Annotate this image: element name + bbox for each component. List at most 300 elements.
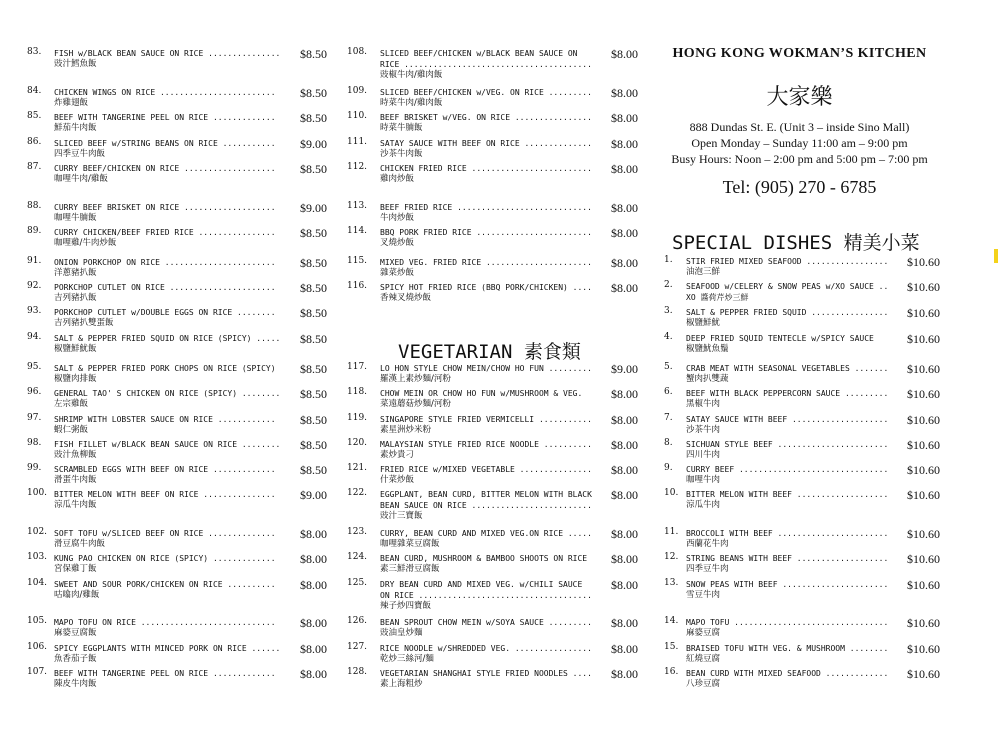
item-name-chinese: 吉列豬扒雙蛋飯 (54, 318, 114, 328)
item-number: 108. (347, 47, 368, 57)
item-price: $8.50 (300, 111, 327, 125)
item-number: 8. (664, 438, 673, 448)
item-name-english: MIXED VEG. FRIED RICE ...................... (380, 258, 592, 267)
item-price: $10.60 (907, 255, 940, 269)
item-name-english: STIR FRIED MIXED SEAFOOD ................. (686, 257, 889, 266)
item-number: 121. (347, 463, 368, 473)
item-price: $10.60 (907, 642, 940, 656)
item-description (686, 489, 908, 511)
item-price: $8.00 (611, 463, 638, 477)
item-number: 84. (27, 86, 42, 96)
item-name-english: SNOW PEAS WITH BEEF ...................... (686, 580, 889, 589)
item-number: 125. (347, 578, 368, 588)
item-description (686, 464, 908, 486)
item-description (380, 48, 630, 81)
item-name-chinese: 雪豆牛肉 (686, 590, 721, 600)
item-price: $10.60 (907, 306, 940, 320)
item-name-english: EGGPLANT, BEAN CURD, BITTER MELON WITH BLACK BEAN SAUCE ON RICE ......................... (380, 490, 592, 510)
item-price: $10.60 (907, 616, 940, 630)
item-name-chinese: 豉椒牛肉/雞肉飯 (380, 70, 443, 80)
item-name-english: CURRY, BEAN CURD AND MIXED VEG.ON RICE ..... (380, 529, 592, 538)
item-price: $8.00 (611, 256, 638, 270)
item-name-english: BROCCOLI WITH BEEF ....................... (686, 529, 889, 538)
item-price: $8.00 (611, 162, 638, 176)
item-number: 13. (664, 578, 679, 588)
item-price: $8.50 (300, 387, 327, 401)
item-number: 5. (664, 362, 673, 372)
scroll-marker (994, 249, 998, 263)
item-number: 87. (27, 162, 42, 172)
item-number: 118. (347, 387, 368, 397)
item-price: $8.00 (611, 616, 638, 630)
busy-hours: Busy Hours: Noon – 2:00 pm and 5:00 pm – 7:00 pm (671, 152, 928, 166)
item-description (686, 668, 908, 690)
item-name-english: SPICY HOT FRIED RICE (BBQ PORK/CHICKEN) .... (380, 283, 592, 292)
item-number: 1. (664, 255, 673, 265)
item-name-chinese: 素上海粗炒 (380, 679, 423, 689)
item-description (380, 138, 630, 160)
item-description (380, 87, 630, 109)
item-name-chinese: 沙茶牛肉飯 (380, 149, 423, 159)
item-price: $8.00 (611, 281, 638, 295)
item-name-english: BEAN SPROUT CHOW MEIN w/SOYA SAUCE ......... (380, 618, 592, 627)
item-number: 14. (664, 616, 679, 626)
item-description (54, 439, 286, 461)
item-price: $8.50 (300, 47, 327, 61)
item-name-chinese: 蟹肉扒雙蔬 (686, 374, 729, 384)
item-number: 127. (347, 642, 368, 652)
item-name-chinese: 咖哩牛肉 (686, 475, 721, 485)
item-price: $8.50 (300, 162, 327, 176)
item-name-chinese: 蝦仁粥飯 (54, 425, 89, 435)
item-name-english: KUNG PAO CHICKEN ON RICE (SPICY) ............. (54, 554, 276, 563)
item-name-english: SINGAPORE STYLE FRIED VERMICELLI ........... (380, 415, 592, 424)
item-number: 10. (664, 488, 679, 498)
item-name-chinese: 椒鹽鮮魷飯 (54, 344, 97, 354)
item-description (54, 48, 286, 70)
item-name-english: BEEF WITH TANGERINE PEEL ON RICE ............. (54, 669, 276, 678)
item-name-chinese: 涼瓜牛肉飯 (54, 500, 97, 510)
item-description (686, 256, 908, 278)
item-number: 100. (27, 488, 48, 498)
item-description (380, 579, 630, 612)
item-name-chinese: 炸雞翅飯 (54, 98, 89, 108)
item-number: 93. (27, 306, 42, 316)
item-description (54, 464, 286, 486)
item-description (686, 414, 908, 436)
item-number: 116. (347, 281, 368, 291)
item-name-english: FISH w/BLACK BEAN SAUCE ON RICE ............... (54, 49, 281, 58)
item-name-english: CURRY BEEF ............................... (686, 465, 889, 474)
item-number: 91. (27, 256, 42, 266)
item-number: 122. (347, 488, 368, 498)
item-price: $8.50 (300, 413, 327, 427)
item-price: $8.00 (300, 616, 327, 630)
item-price: $8.50 (300, 281, 327, 295)
vegetarian-section-title: VEGETARIAN 素食類 (398, 341, 581, 363)
item-name-english: BEAN CURD, MUSHROOM & BAMBOO SHOOTS ON RICE (380, 554, 588, 563)
item-price: $8.00 (611, 226, 638, 240)
item-description (686, 528, 908, 550)
item-description (380, 553, 630, 575)
item-name-chinese: 什菜炒飯 (380, 475, 415, 485)
item-description (686, 617, 908, 639)
item-number: 106. (27, 642, 48, 652)
item-name-english: SALT & PEPPER FRIED PORK CHOPS ON RICE (SPICY) (54, 364, 276, 373)
item-name-chinese: 沙茶牛肉 (686, 425, 721, 435)
item-description (54, 138, 286, 160)
item-description (380, 257, 630, 279)
item-price: $9.00 (300, 201, 327, 215)
item-name-english: PORKCHOP CUTLET ON RICE ...................... (54, 283, 276, 292)
item-description (380, 439, 630, 461)
item-name-chinese: 椒鹽肉排飯 (54, 374, 97, 384)
item-name-chinese: 滑豆腐牛肉飯 (54, 539, 106, 549)
item-description (686, 281, 908, 303)
item-price: $10.60 (907, 362, 940, 376)
item-name-english: BITTER MELON WITH BEEF ON RICE ............... (54, 490, 276, 499)
item-number: 113. (347, 201, 368, 211)
item-price: $10.60 (907, 463, 940, 477)
item-number: 3. (664, 306, 673, 316)
item-name-chinese: 辣子炒四寶飯 (380, 601, 432, 611)
item-name-english: SOFT TOFU w/SLICED BEEF ON RICE .............. (54, 529, 276, 538)
item-price: $8.50 (300, 86, 327, 100)
item-number: 11. (664, 527, 679, 537)
item-description (54, 553, 286, 575)
address: 888 Dundas St. E. (Unit 3 – inside Sino Mall) (689, 120, 910, 134)
item-name-english: BEEF FRIED RICE ............................ (380, 203, 592, 212)
item-number: 102. (27, 527, 48, 537)
item-name-chinese: 麻婆豆腐飯 (54, 628, 97, 638)
item-description (380, 528, 630, 550)
item-name-english: CURRY CHICKEN/BEEF FRIED RICE ................ (54, 228, 276, 237)
item-description (54, 528, 286, 550)
item-name-chinese: 咖哩雞/牛肉炒飯 (54, 238, 117, 248)
item-price: $8.00 (611, 578, 638, 592)
item-description (54, 489, 286, 511)
item-name-chinese: 咖哩牛腩飯 (54, 213, 97, 223)
item-number: 110. (347, 111, 368, 121)
item-name-english: SCRAMBLED EGGS WITH BEEF ON RICE ............. (54, 465, 276, 474)
item-description (380, 282, 630, 304)
item-name-chinese: 咖哩牛肉/雞飯 (54, 174, 108, 184)
restaurant-name: HONG KONG WOKMAN’S KITCHEN (672, 46, 927, 61)
item-name-english: SEAFOOD w/CELERY & SNOW PEAS w/XO SAUCE .. XO 醬荷芹炒三鮮 (686, 282, 889, 302)
item-price: $8.50 (300, 362, 327, 376)
item-name-chinese: 咖哩雜菜豆腐飯 (380, 539, 440, 549)
item-number: 85. (27, 111, 42, 121)
item-name-english: SWEET AND SOUR PORK/CHICKEN ON RICE .......... (54, 580, 276, 589)
item-name-english: BRAISED TOFU WITH VEG. & MUSHROOM ........ (686, 644, 889, 653)
item-description (380, 617, 630, 639)
item-description (380, 414, 630, 436)
item-price: $10.60 (907, 527, 940, 541)
item-name-english: CURRY BEEF BRISKET ON RICE ................... (54, 203, 276, 212)
item-price: $8.50 (300, 306, 327, 320)
item-description (380, 202, 630, 224)
item-name-english: SLICED BEEF/CHICKEN w/VEG. ON RICE ......... (380, 88, 592, 97)
item-name-english: FRIED RICE w/MIXED VEGETABLE ............... (380, 465, 592, 474)
item-name-chinese: 時菜牛肉/雞肉飯 (380, 98, 443, 108)
item-name-english: ONION PORKCHOP ON RICE ....................... (54, 258, 276, 267)
item-number: 7. (664, 413, 673, 423)
item-name-english: BBQ PORK FRIED RICE ........................ (380, 228, 592, 237)
item-name-chinese: 羅漢上素炒麵/河粉 (380, 374, 451, 384)
item-price: $8.00 (611, 438, 638, 452)
item-number: 88. (27, 201, 42, 211)
item-number: 86. (27, 137, 42, 147)
item-number: 123. (347, 527, 368, 537)
item-price: $10.60 (907, 552, 940, 566)
item-price: $8.50 (300, 438, 327, 452)
item-price: $10.60 (907, 387, 940, 401)
item-name-chinese: 豉汁三寶飯 (380, 511, 423, 521)
item-price: $8.00 (300, 578, 327, 592)
item-name-english: DRY BEAN CURD AND MIXED VEG. w/CHILI SAUCE ON RICE .................................... (380, 580, 592, 600)
item-number: 95. (27, 362, 42, 372)
item-name-english: BEEF WITH TANGERINE PEEL ON RICE ............. (54, 113, 276, 122)
item-name-chinese: 豉油皇炒麵 (380, 628, 423, 638)
item-number: 4. (664, 332, 673, 342)
item-name-chinese: 雞肉炒飯 (380, 174, 415, 184)
item-name-chinese: 乾炒三絲河/麵 (380, 654, 434, 664)
item-name-chinese: 時菜牛腩飯 (380, 123, 423, 133)
item-number: 114. (347, 226, 368, 236)
item-name-chinese: 豉汁鱈魚飯 (54, 59, 97, 69)
item-name-english: GENERAL TAO' S CHICKEN ON RICE (SPICY) ........ (54, 389, 281, 398)
item-price: $10.60 (907, 667, 940, 681)
item-number: 119. (347, 413, 368, 423)
special-dishes-section-title: SPECIAL DISHES 精美小菜 (672, 232, 920, 254)
item-name-chinese: 油泡三鮮 (686, 267, 721, 277)
item-name-english: SICHUAN STYLE BEEF ....................... (686, 440, 889, 449)
item-name-english: BITTER MELON WITH BEEF ................... (686, 490, 889, 499)
item-name-english: SALT & PEPPER FRIED SQUID ................ (686, 308, 889, 317)
opening-hours: Open Monday – Sunday 11:00 am – 9:00 pm (691, 136, 908, 150)
item-description (54, 87, 286, 109)
item-name-english: CURRY BEEF/CHICKEN ON RICE ................... (54, 164, 276, 173)
item-price: $8.50 (300, 226, 327, 240)
item-number: 9. (664, 463, 673, 473)
item-name-english: SPICY EGGPLANTS WITH MINCED PORK ON RICE ...... (54, 644, 281, 653)
restaurant-info (652, 119, 947, 167)
item-name-english: MAPO TOFU ON RICE ............................ (54, 618, 276, 627)
item-description (380, 363, 630, 385)
item-price: $8.00 (611, 527, 638, 541)
item-name-chinese: 椒鹽鮮魷 (686, 318, 721, 328)
item-name-chinese: 香辣叉燒炒飯 (380, 293, 432, 303)
item-name-chinese: 雜菜炒飯 (380, 268, 415, 278)
item-description (54, 668, 286, 690)
item-name-english: FISH FILLET w/BLACK BEAN SAUCE ON RICE ........ (54, 440, 281, 449)
item-description (54, 414, 286, 436)
item-name-english: SATAY SAUCE WITH BEEF .................... (686, 415, 889, 424)
item-price: $8.00 (300, 527, 327, 541)
item-name-english: DEEP FRIED SQUID TENTECLE w/SPICY SAUCE (686, 334, 874, 343)
item-name-chinese: 素星洲炒米粉 (380, 425, 432, 435)
item-description (380, 388, 630, 410)
item-price: $8.00 (611, 642, 638, 656)
item-description (54, 227, 286, 249)
telephone: Tel: (905) 270 - 6785 (722, 177, 877, 197)
item-name-chinese: 涼瓜牛肉 (686, 500, 721, 510)
item-name-chinese: 黑椒牛肉 (686, 399, 721, 409)
item-name-chinese: 左宗雞飯 (54, 399, 89, 409)
item-name-chinese: 菜遠蘑菇炒麵/河粉 (380, 399, 451, 409)
item-price: $8.00 (611, 552, 638, 566)
item-description (686, 307, 908, 329)
item-name-chinese: 牛肉炒飯 (380, 213, 415, 223)
item-price: $8.00 (611, 137, 638, 151)
item-number: 115. (347, 256, 368, 266)
item-description (686, 643, 908, 665)
item-name-english: CHICKEN WINGS ON RICE ........................ (54, 88, 276, 97)
item-name-chinese: 四季豆牛肉 (686, 564, 729, 574)
item-name-chinese: 四季豆牛肉飯 (54, 149, 106, 159)
item-number: 89. (27, 226, 42, 236)
item-description (54, 363, 286, 385)
item-name-chinese: 麻婆豆腐 (686, 628, 721, 638)
item-name-english: LO HON STYLE CHOW MEIN/CHOW HO FUN ......... (380, 364, 592, 373)
item-name-chinese: 四川牛肉 (686, 450, 721, 460)
item-description (380, 163, 630, 185)
item-name-english: SALT & PEPPER FRIED SQUID ON RICE (SPICY) ..... (54, 334, 281, 343)
item-name-chinese: 椒鹽魷魚鬚 (686, 344, 729, 354)
item-number: 99. (27, 463, 42, 473)
item-number: 6. (664, 387, 673, 397)
item-description (380, 668, 630, 690)
item-name-english: MALAYSIAN STYLE FRIED RICE NOODLE .......... (380, 440, 592, 449)
item-description (686, 388, 908, 410)
item-price: $8.00 (611, 47, 638, 61)
item-description (54, 643, 286, 665)
item-number: 120. (347, 438, 368, 448)
item-price: $8.00 (611, 413, 638, 427)
item-number: 112. (347, 162, 368, 172)
item-name-english: BEEF WITH BLACK PEPPERCORN SAUCE ......... (686, 389, 889, 398)
item-description (54, 112, 286, 134)
item-number: 94. (27, 332, 42, 342)
item-name-chinese: 叉燒炒飯 (380, 238, 415, 248)
item-price: $10.60 (907, 488, 940, 502)
item-description (686, 363, 908, 385)
item-number: 12. (664, 552, 679, 562)
item-name-english: CHOW MEIN OR CHOW HO FUN w/MUSHROOM & VEG. (380, 389, 583, 398)
item-name-english: BEEF BRISKET w/VEG. ON RICE ................ (380, 113, 592, 122)
item-number: 103. (27, 552, 48, 562)
item-description (54, 617, 286, 639)
item-description (54, 333, 286, 355)
item-price: $8.00 (611, 387, 638, 401)
item-price: $8.00 (611, 86, 638, 100)
item-price: $8.00 (300, 642, 327, 656)
item-number: 109. (347, 86, 368, 96)
item-number: 16. (664, 667, 679, 677)
item-description (380, 489, 630, 522)
item-price: $8.00 (300, 667, 327, 681)
item-description (54, 579, 286, 601)
item-description (54, 307, 286, 329)
item-name-chinese: 滑蛋牛肉飯 (54, 475, 97, 485)
item-name-english: PORKCHOP CUTLET w/DOUBLE EGGS ON RICE ........ (54, 308, 276, 317)
item-name-english: SLICED BEEF/CHICKEN w/BLACK BEAN SAUCE ON RICE ....................................... (380, 49, 592, 69)
restaurant-name-chinese: 大家樂 (766, 85, 833, 110)
item-description (54, 202, 286, 224)
item-name-chinese: 八珍豆腐 (686, 679, 721, 689)
item-price: $8.50 (300, 256, 327, 270)
item-name-english: CHICKEN FRIED RICE ......................... (380, 164, 592, 173)
item-number: 2. (664, 280, 673, 290)
item-name-chinese: 咕噏肉/雞飯 (54, 590, 100, 600)
item-price: $10.60 (907, 413, 940, 427)
item-description (54, 257, 286, 279)
item-name-chinese: 宮保雞丁飯 (54, 564, 97, 574)
item-number: 104. (27, 578, 48, 588)
item-name-english: SATAY SAUCE WITH BEEF ON RICE .............. (380, 139, 592, 148)
item-price: $8.00 (611, 667, 638, 681)
item-number: 124. (347, 552, 368, 562)
item-price: $9.00 (300, 137, 327, 151)
item-name-chinese: 素炒貴刁 (380, 450, 415, 460)
item-name-english: MAPO TOFU ................................ (686, 618, 889, 627)
item-number: 97. (27, 413, 42, 423)
item-price: $10.60 (907, 332, 940, 346)
item-description (686, 579, 908, 601)
item-name-chinese: 紅燒豆腐 (686, 654, 721, 664)
item-description (686, 333, 908, 355)
item-price: $10.60 (907, 578, 940, 592)
item-number: 96. (27, 387, 42, 397)
item-price: $8.00 (611, 111, 638, 125)
item-price: $10.60 (907, 438, 940, 452)
item-description (380, 464, 630, 486)
item-name-chinese: 西蘭花牛肉 (686, 539, 729, 549)
item-number: 107. (27, 667, 48, 677)
item-price: $9.00 (300, 488, 327, 502)
item-name-chinese: 洋蔥豬扒飯 (54, 268, 97, 278)
item-price: $8.00 (300, 552, 327, 566)
item-number: 92. (27, 281, 42, 291)
item-price: $8.50 (300, 332, 327, 346)
item-price: $10.60 (907, 280, 940, 294)
item-price: $8.50 (300, 463, 327, 477)
item-name-english: VEGETARIAN SHANGHAI STYLE FRIED NOODLES .... (380, 669, 592, 678)
item-description (54, 282, 286, 304)
item-description (686, 553, 908, 575)
item-number: 117. (347, 362, 368, 372)
item-name-chinese: 鮮茄牛肉飯 (54, 123, 97, 133)
item-name-chinese: 素三鮮滑豆腐飯 (380, 564, 440, 574)
item-name-english: BEAN CURD WITH MIXED SEAFOOD ............. (686, 669, 889, 678)
item-name-english: CRAB MEAT WITH SEASONAL VEGETABLES ....... (686, 364, 889, 373)
item-price: $8.00 (611, 201, 638, 215)
item-description (380, 112, 630, 134)
item-name-chinese: 魚香茄子飯 (54, 654, 97, 664)
item-description (54, 163, 286, 185)
item-description (380, 643, 630, 665)
item-number: 105. (27, 616, 48, 626)
item-number: 98. (27, 438, 42, 448)
item-name-chinese: 吉列豬扒飯 (54, 293, 97, 303)
item-name-english: SHRIMP WITH LOBSTER SAUCE ON RICE ............ (54, 415, 276, 424)
item-price: $8.00 (611, 488, 638, 502)
item-name-english: SLICED BEEF w/STRING BEANS ON RICE ........... (54, 139, 276, 148)
item-name-chinese: 陳皮牛肉飯 (54, 679, 97, 689)
item-number: 126. (347, 616, 368, 626)
item-number: 111. (347, 137, 368, 147)
item-name-chinese: 豉汁魚柳飯 (54, 450, 97, 460)
